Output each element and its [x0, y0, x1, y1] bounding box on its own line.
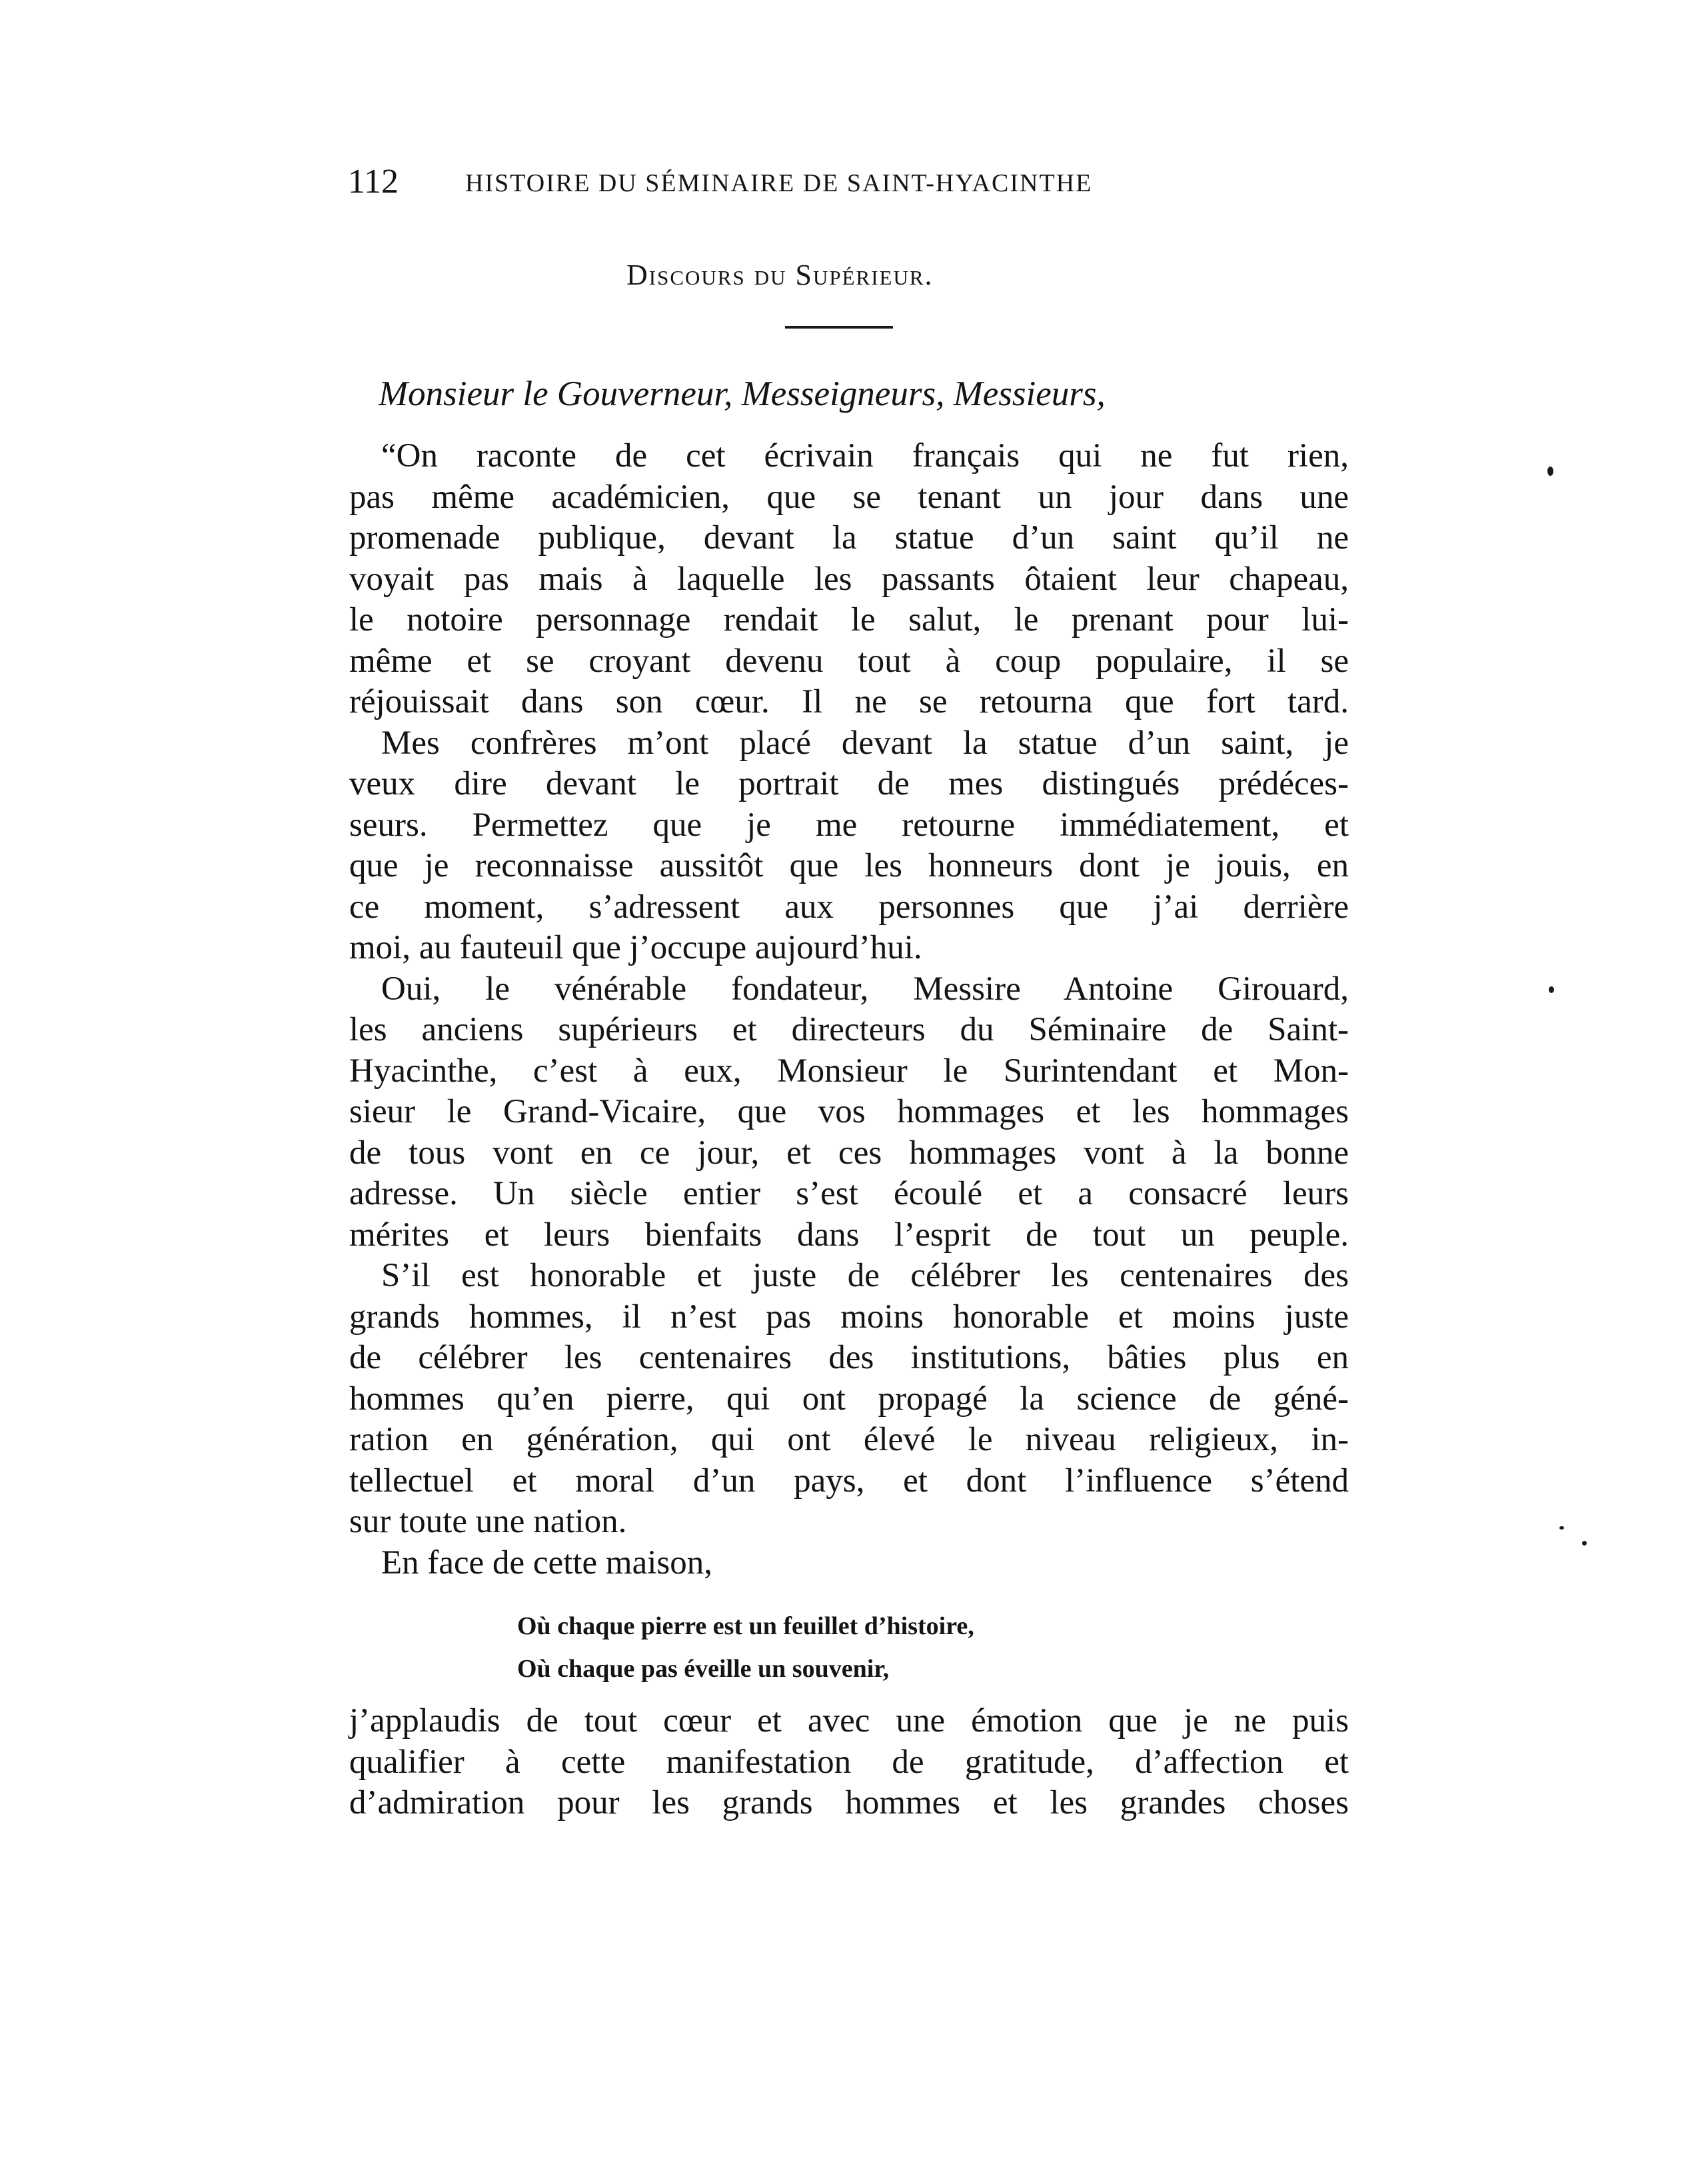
body-line: sieur le Grand-Vicaire, que vos hommages et les hommages [349, 1093, 1349, 1130]
body-line: mérites et leurs bienfaits dans l’esprit de tout un peuple. [349, 1216, 1349, 1254]
verse-line: Où chaque pierre est un feuillet d’histoire, [517, 1612, 974, 1640]
body-line: que je reconnaisse aussitôt que les honneurs dont je jouis, en [349, 847, 1349, 884]
margin-speck [1547, 467, 1553, 476]
body-line: En face de cette maison, [381, 1544, 713, 1582]
verse-line: Où chaque pas éveille un souvenir, [517, 1655, 890, 1683]
body-line: Hyacinthe, c’est à eux, Monsieur le Surintendant et Mon- [349, 1052, 1349, 1090]
body-line: même et se croyant devenu tout à coup populaire, il se [349, 642, 1349, 680]
page-number: 112 [348, 163, 399, 201]
body-line: les anciens supérieurs et directeurs du Séminaire de Saint- [349, 1011, 1349, 1048]
running-head [348, 159, 1361, 205]
salutation: Monsieur le Gouverneur, Messeigneurs, Messieurs, [379, 375, 1106, 413]
body-line: adresse. Un siècle entier s’est écoulé et a consacré leurs [349, 1175, 1349, 1212]
body-line: le notoire personnage rendait le salut, le prenant pour lui- [349, 601, 1349, 638]
body-line: tellectuel et moral d’un pays, et dont l’influence s’étend [349, 1462, 1349, 1500]
body-line: seurs. Permettez que je me retourne immédiatement, et [349, 806, 1349, 844]
body-line: moi, au fauteuil que j’occupe aujourd’hui. [349, 929, 922, 966]
closing-paragraph [349, 1701, 1349, 1824]
body-line: ration en génération, qui ont élevé le niveau religieux, in- [349, 1421, 1349, 1458]
body-line: ce moment, s’adressent aux personnes que j’ai derrière [349, 888, 1349, 926]
body-line: Oui, le vénérable fondateur, Messire Antoine Girouard, [381, 970, 1349, 1008]
body-line: promenade publique, devant la statue d’un saint qu’il ne [349, 519, 1349, 556]
closing-line: j’applaudis de tout cœur et avec une émotion que je ne puis [349, 1702, 1349, 1739]
body-line: “On raconte de cet écrivain français qui ne fut rien, [381, 437, 1349, 475]
margin-speck [1559, 1526, 1564, 1530]
running-title: HISTOIRE DU SÉMINAIRE DE SAINT-HYACINTHE [465, 169, 1093, 197]
body-line: pas même académicien, que se tenant un jour dans une [349, 478, 1349, 516]
closing-line: qualifier à cette manifestation de gratitude, d’affection et [349, 1743, 1349, 1781]
body-line: de célébrer les centenaires des institutions, bâties plus en [349, 1339, 1349, 1376]
margin-speck [1549, 986, 1554, 993]
margin-speck [1582, 1541, 1587, 1546]
body-line: de tous vont en ce jour, et ces hommages vont à la bonne [349, 1134, 1349, 1172]
closing-line: d’admiration pour les grands hommes et les grandes choses [349, 1784, 1349, 1821]
body-line: grands hommes, il n’est pas moins honorable et moins juste [349, 1298, 1349, 1336]
body-line: hommes qu’en pierre, qui ont propagé la science de géné- [349, 1380, 1349, 1418]
verse-quotation [517, 1605, 974, 1690]
section-heading: Discours du Supérieur. [626, 259, 934, 291]
body-line: S’il est honorable et juste de célébrer les centenaires des [381, 1257, 1349, 1294]
body-line: sur toute une nation. [349, 1503, 627, 1540]
heading-rule [785, 326, 893, 329]
body-line: réjouissait dans son cœur. Il ne se retourna que fort tard. [349, 683, 1349, 720]
body-line: Mes confrères m’ont placé devant la statue d’un saint, je [381, 724, 1349, 762]
speech-body [349, 436, 1349, 1584]
body-line: veux dire devant le portrait de mes distingués prédéces- [349, 765, 1349, 802]
body-line: voyait pas mais à laquelle les passants ôtaient leur chapeau, [349, 560, 1349, 598]
